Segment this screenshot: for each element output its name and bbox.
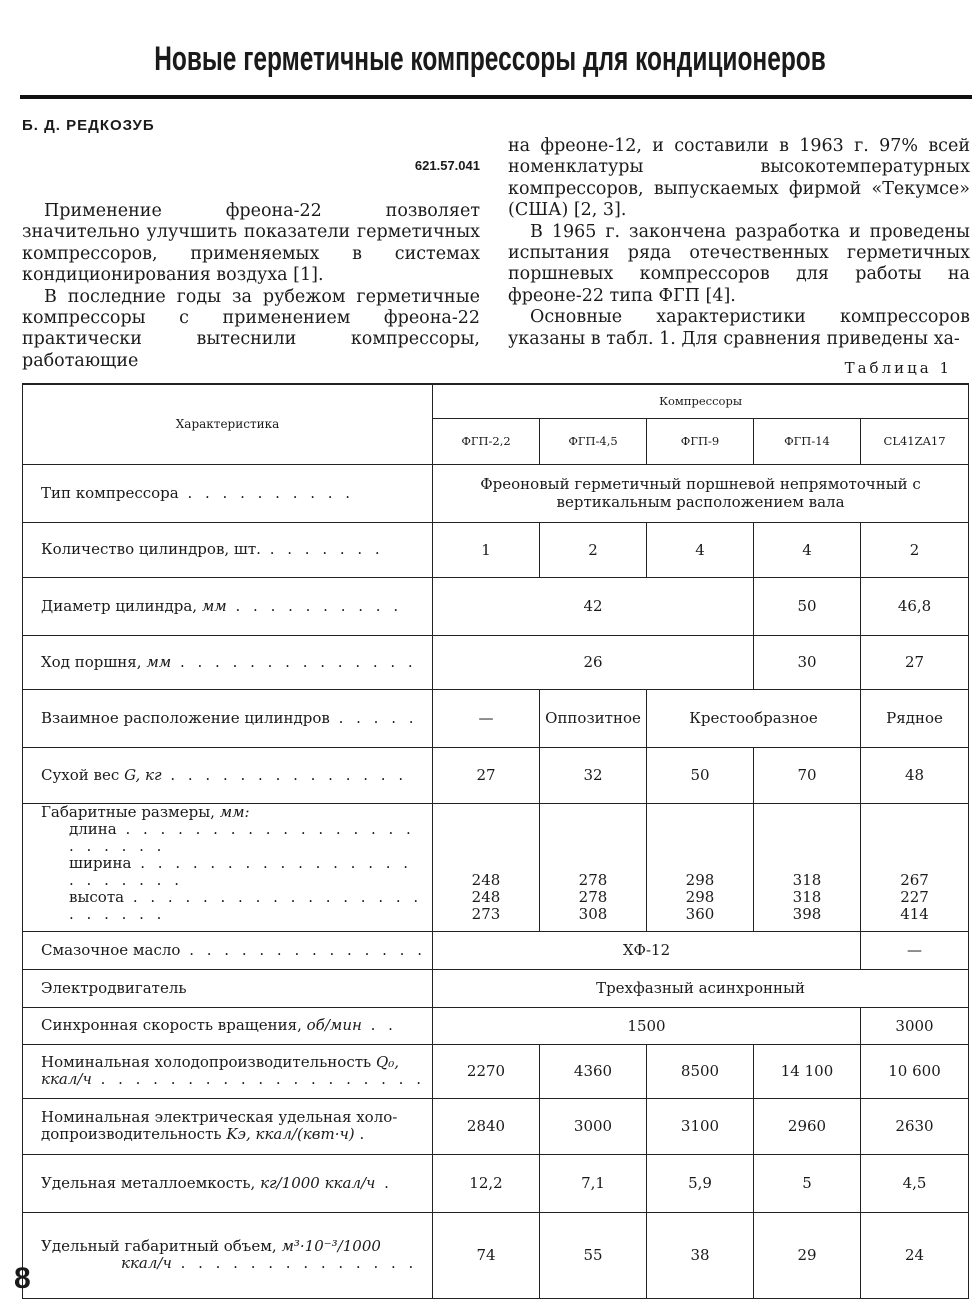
- cell-value: 30: [754, 635, 861, 689]
- cell-value: 4,5: [861, 1154, 969, 1212]
- cell-value: 46,8: [861, 577, 969, 635]
- row-label: Габаритные размеры,: [41, 802, 215, 821]
- cell-value: 5: [754, 1154, 861, 1212]
- unit: мм: [201, 596, 227, 615]
- cell-value: 7,1: [540, 1154, 647, 1212]
- table-row: Номинальная холодопроизводительность Q₀, ккал/ч . . . . . . . . . . . . . . . . . . . 2270 4360 8500 14 100 10 600: [23, 1044, 969, 1098]
- sub-label: ширина: [69, 853, 132, 872]
- table-row: Удельный габаритный объем, м³·10⁻³/1000 ккал/ч . . . . . . . . . . . . . . 74 55 38 29 24: [23, 1212, 969, 1298]
- unit: ккал/ч: [121, 1254, 172, 1272]
- model-header: ФГП-14: [754, 418, 861, 464]
- cell-value: 308: [578, 904, 608, 923]
- cell-value: 12,2: [433, 1154, 540, 1212]
- cell-value: Рядное: [861, 689, 969, 747]
- header-characteristic: Характеристика: [23, 384, 433, 464]
- paragraph: В 1965 г. закончена разработка и проведены испытания ряда отечественных герметичных поршневых компрессоров для работы на фреоне-22 типа ФГП [4].: [508, 221, 970, 306]
- table-row: Взаимное расположение цилиндров . . . . . — Оппозитное Крестообразное Рядное: [23, 689, 969, 747]
- table-row: Синхронная скорость вращения, об/мин . . 1500 3000: [23, 1007, 969, 1044]
- table-row: Сухой вес G, кг . . . . . . . . . . . . . . 27 32 50 70 48: [23, 747, 969, 803]
- row-label: Синхронная скорость вращения,: [41, 1016, 302, 1034]
- cell-value: 298: [685, 887, 715, 906]
- cell-value: 2: [861, 522, 969, 577]
- cell-value: 360: [685, 904, 715, 923]
- cell-value: 4: [647, 522, 754, 577]
- table-row: [23, 969, 969, 1007]
- table-row: Смазочное масло . . . . . . . . . . . . . . ХФ-12 —: [23, 931, 969, 969]
- row-label: Количество цилиндров, шт.: [41, 540, 261, 558]
- author: Б. Д. РЕДКОЗУБ: [22, 117, 155, 134]
- cell-value: 398: [792, 904, 822, 923]
- row-label: Взаимное расположение цилиндров: [41, 708, 330, 727]
- page-number: 8: [14, 1262, 31, 1295]
- cell-value: 70: [754, 747, 861, 803]
- cell-value: 1: [433, 522, 540, 577]
- cell-value: Трехфазный асинхронный: [433, 969, 969, 1007]
- row-label: Удельный габаритный объем,: [41, 1237, 277, 1255]
- cell-value: 318: [792, 887, 822, 906]
- cell-value: 8500: [647, 1044, 754, 1098]
- cell-value: 1500: [433, 1007, 861, 1044]
- table-row: Диаметр цилиндра, мм . . . . . . . . . . 42 50 46,8: [23, 577, 969, 635]
- table-row: Тип компрессора . . . . . . . . . . Фреоновый герметичный поршневой непрямоточный с вертикальным расположением вала: [23, 464, 969, 522]
- cell-value: 2630: [861, 1098, 969, 1154]
- cell-value: Оппозитное: [540, 689, 647, 747]
- cell-value: 298: [685, 870, 715, 889]
- row-label: Удельная металлоемкость,: [41, 1173, 256, 1192]
- row-label: Номинальная электрическая удельная холо-: [41, 1108, 398, 1126]
- cell-value: 32: [540, 747, 647, 803]
- unit: Q₀,: [375, 1053, 400, 1071]
- cell-value: 24: [861, 1212, 969, 1298]
- cell-value: 248: [471, 870, 501, 889]
- unit: кг/1000 ккал/ч: [260, 1173, 376, 1192]
- table-caption: Таблица 1: [844, 359, 952, 377]
- paragraph: Применение фреона-22 позволяет значительно улучшить показатели герметичных компрессоров, применяемых в системах кондиционирования воздуха [1].: [22, 201, 480, 286]
- cell-value: 14 100: [754, 1044, 861, 1098]
- cell-value: —: [861, 931, 969, 969]
- cell-value: 414: [900, 904, 929, 923]
- cell-value: 2270: [433, 1044, 540, 1098]
- spec-table: [22, 383, 969, 1299]
- cell-value: 278: [578, 870, 608, 889]
- row-label: Тип компрессора: [41, 483, 179, 502]
- cell-value: 5,9: [647, 1154, 754, 1212]
- table-row: Габаритные размеры, мм: длина . . . . . . . . . . . . . . . . . . . . . . . ширина . . . . . . . . . . . . . . . . . . . . . . . высота . . . . . . . . . . . . . . . . . . . . . . . 248 248 273 278 278 308 298 298 360 318 318 398 267 227 414: [23, 803, 969, 931]
- cell-value: 50: [754, 577, 861, 635]
- row-label: Номинальная холодопроизводительность: [41, 1053, 372, 1071]
- unit: мм: [146, 652, 172, 671]
- cell-value: 273: [471, 904, 501, 923]
- header-compressors: Компрессоры: [433, 384, 969, 418]
- cell-value: 27: [433, 747, 540, 803]
- unit: м³·10⁻³/1000: [281, 1237, 381, 1255]
- cell-value: Крестообразное: [647, 689, 861, 747]
- row-label: Ход поршня,: [41, 652, 142, 671]
- sub-label: длина: [69, 819, 117, 838]
- table-row: Количество цилиндров, шт. . . . . . . . 1 2 4 4 2: [23, 522, 969, 577]
- cell-value: 27: [861, 635, 969, 689]
- paragraph: на фреоне-12, и составили в 1963 г. 97% всей номенклатуры высокотемпературных компрессоров, выпускаемых фирмой «Текумсе» (США) [2, 3].: [508, 136, 970, 221]
- paragraph: В последние годы за рубежом герметичные компрессоры с применением фреона-22 практически вытеснили компрессоры, работающие: [22, 286, 480, 371]
- row-label: Сухой вес: [41, 765, 120, 784]
- paragraph: Основные характеристики компрессоров указаны в табл. 1. Для сравнения приведены ха-: [508, 307, 970, 349]
- cell-value: —: [433, 689, 540, 747]
- cell-value: 10 600: [861, 1044, 969, 1098]
- cell-value: 2960: [754, 1098, 861, 1154]
- cell-value: 278: [578, 887, 608, 906]
- unit: Kэ, ккал/(квт·ч): [226, 1125, 355, 1143]
- row-label: Электродвигатель: [41, 978, 187, 997]
- cell-value: 3100: [647, 1098, 754, 1154]
- cell-value: 3000: [861, 1007, 969, 1044]
- model-header: CL41ZA17: [861, 418, 969, 464]
- cell-value: 2840: [433, 1098, 540, 1154]
- cell-value: 42: [433, 577, 754, 635]
- text-column-right: [508, 136, 970, 350]
- cell-value: ХФ-12: [433, 931, 861, 969]
- unit: об/мин: [306, 1016, 362, 1034]
- cell-value: 48: [861, 747, 969, 803]
- cell-value: 227: [900, 887, 929, 906]
- table-row: Удельная металлоемкость, кг/1000 ккал/ч . 12,2 7,1 5,9 5 4,5: [23, 1154, 969, 1212]
- cell-value: 29: [754, 1212, 861, 1298]
- row-label: Диаметр цилиндра,: [41, 596, 198, 615]
- cell-value: Фреоновый герметичный поршневой непрямоточный с вертикальным расположением вала: [433, 464, 969, 522]
- sub-label: высота: [69, 887, 125, 906]
- cell-value: 55: [540, 1212, 647, 1298]
- article-title: Новые герметичные компрессоры для кондиционеров: [154, 40, 826, 78]
- cell-value: 4360: [540, 1044, 647, 1098]
- text-column-left: [22, 201, 480, 372]
- cell-value: 2: [540, 522, 647, 577]
- cell-value: 50: [647, 747, 754, 803]
- cell-value: 318: [792, 870, 822, 889]
- cell-value: 267: [900, 870, 929, 889]
- row-label: допроизводительность: [41, 1125, 222, 1143]
- row-label: Смазочное масло: [41, 940, 181, 959]
- unit: мм:: [219, 802, 250, 821]
- cell-value: 26: [433, 635, 754, 689]
- unit: G, кг: [124, 765, 162, 784]
- cell-value: 4: [754, 522, 861, 577]
- model-header: ФГП-2,2: [433, 418, 540, 464]
- table-row: Ход поршня, мм . . . . . . . . . . . . . . 26 30 27: [23, 635, 969, 689]
- model-header: ФГП-4,5: [540, 418, 647, 464]
- table-row: Номинальная электрическая удельная холо- допроизводительность Kэ, ккал/(квт·ч) . 2840 3000 3100 2960 2630: [23, 1098, 969, 1154]
- title-rule: [20, 95, 972, 99]
- cell-value: 3000: [540, 1098, 647, 1154]
- cell-value: 38: [647, 1212, 754, 1298]
- model-header: ФГП-9: [647, 418, 754, 464]
- cell-value: 74: [433, 1212, 540, 1298]
- udc-code: 621.57.041: [414, 158, 480, 173]
- cell-value: 248: [471, 887, 501, 906]
- unit: ккал/ч: [41, 1070, 92, 1088]
